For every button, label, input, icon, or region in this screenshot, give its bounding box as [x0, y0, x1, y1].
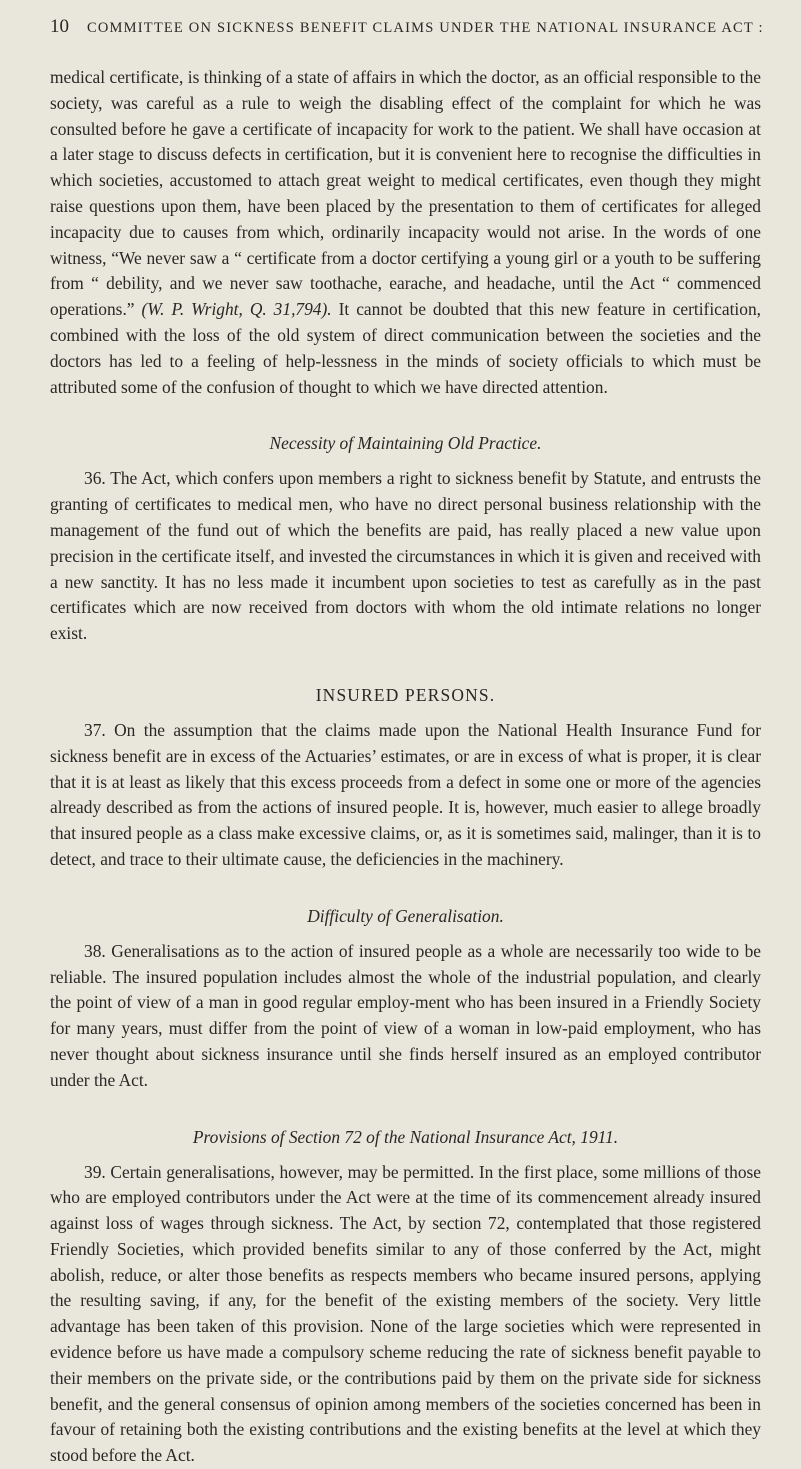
paragraph-continuation-text-b: It cannot be doubted that this new feature in certification, combined with the loss of the old system of direct communication between the societies and the doctors has led to a feeling of help-lessness in the minds of society officials to which must be attributed some of the confusion of thought to which we have directed attention.	[50, 299, 761, 396]
heading-generalisation: Difficulty of Generalisation.	[50, 906, 761, 927]
heading-old-practice: Necessity of Maintaining Old Practice.	[50, 433, 761, 454]
running-header	[50, 16, 761, 38]
witness-citation: (W. P. Wright, Q. 31,794).	[141, 299, 331, 319]
heading-insured-persons: INSURED PERSONS.	[50, 685, 761, 706]
paragraph-continuation	[50, 65, 761, 400]
running-title: COMMITTEE ON SICKNESS BENEFIT CLAIMS UNDER THE NATIONAL INSURANCE ACT :	[87, 20, 764, 37]
paragraph-38: 38. Generalisations as to the action of insured people as a whole are necessarily too wide to be reliable. The insured population includes almost the whole of the industrial population, and clearly the point of view of a man in good regular employ-ment who has been insured in a Friendly Society for many years, must differ from the point of view of a woman in low-paid employment, who has never thought about sickness insurance until she finds herself insured as an employed contributor under the Act.	[50, 939, 761, 1094]
paragraph-37: 37. On the assumption that the claims made upon the National Health Insurance Fund for sickness benefit are in excess of the Actuaries’ estimates, or are in excess of what is proper, it is clear that it is at least as likely that this excess proceeds from a defect in some one or more of the agencies already described as from the actions of insured people. It is, however, much easier to allege broadly that insured people as a class make excessive claims, or, as it is sometimes said, malinger, than it is to detect, and trace to their ultimate cause, the deficiencies in the machinery.	[50, 718, 761, 873]
paragraph-continuation-text-a: medical certificate, is thinking of a state of affairs in which the doctor, as an official responsible to the society, was careful as a rule to weigh the disabling effect of the complaint for which he was consulted before he gave a certificate of incapacity for work to the patient. We shall have occasion at a later stage to discuss defects in certification, but it is convenient here to recognise the difficulties in which societies, accustomed to attach great weight to medical certificates, even though they might raise questions upon them, have been placed by the presentation to them of certificates for alleged incapacity due to causes from which, ordinarily incapacity would not arise. In the words of one witness, “We never saw a “ certificate from a doctor certifying a young girl or a youth to be suffering from “ debility, and we never saw toothache, earache, and headache, until the Act “ commenced operations.”	[50, 67, 761, 319]
page-number: 10	[50, 16, 69, 38]
paragraph-36: 36. The Act, which confers upon members a right to sickness benefit by Statute, and entrusts the granting of certificates to medical men, who have no direct personal business relationship with the management of the fund out of which the benefits are paid, has really placed a new value upon precision in the certificate itself, and invested the circumstances in which it is given and received with a new sanctity. It has no less made it incumbent upon societies to test as carefully as in the past certificates which are now received from doctors with whom the old intimate relations no longer exist.	[50, 466, 761, 647]
heading-section-72: Provisions of Section 72 of the National Insurance Act, 1911.	[50, 1127, 761, 1148]
paragraph-39: 39. Certain generalisations, however, may be permitted. In the first place, some millions of those who are employed contributors under the Act were at the time of its commencement already insured against loss of wages through sickness. The Act, by section 72, contemplated that those registered Friendly Societies, which provided benefits similar to any of those conferred by the Act, might abolish, reduce, or alter those benefits as respects members who became insured persons, applying the resulting saving, if any, for the benefit of the existing members of the society. Very little advantage has been taken of this provision. None of the large societies which were represented in evidence before us have made a compulsory scheme reducing the rate of sickness benefit payable to their members on the private side, or the contributions paid by them on the private side for sickness benefit, and the general consensus of opinion among members of the societies concerned has been in favour of retaining both the existing contributions and the existing benefits at the level at which they stood before the Act.	[50, 1160, 761, 1469]
